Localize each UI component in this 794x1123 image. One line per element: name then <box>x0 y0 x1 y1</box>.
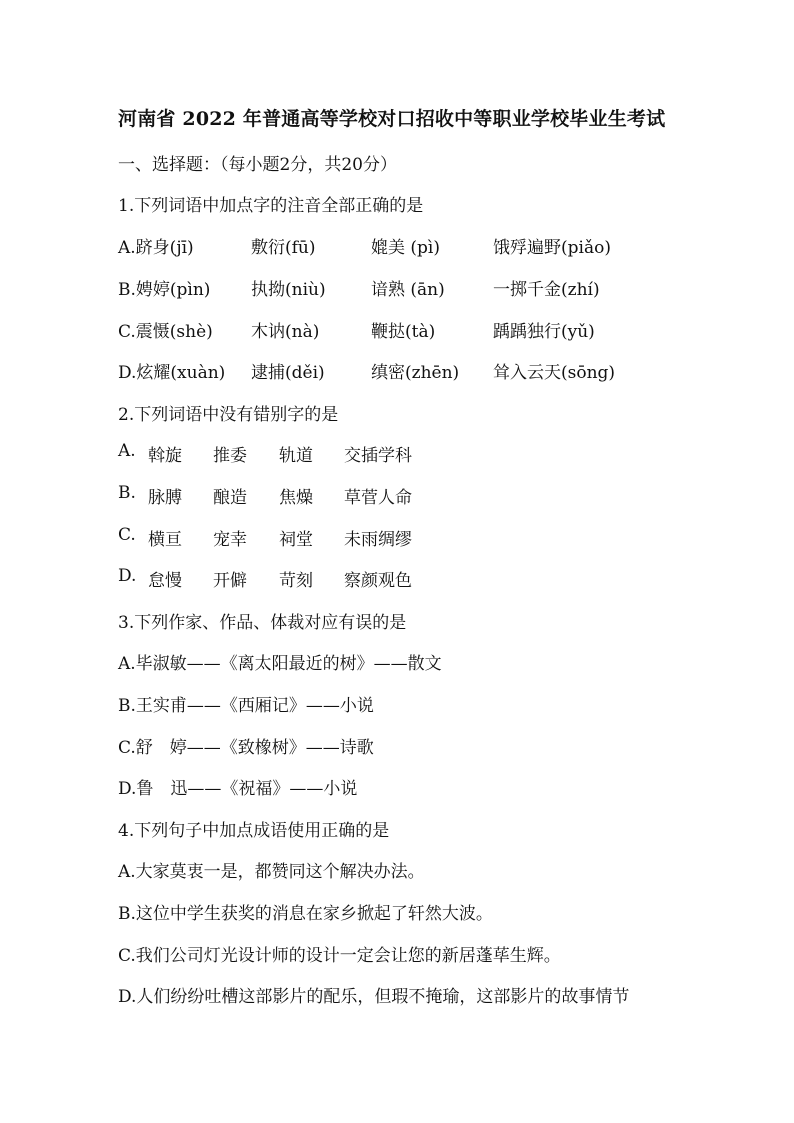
q1-c-word-2: 木讷(nà) <box>251 322 320 342</box>
question-4-option-a: A.大家莫衷一是，都赞同这个解决办法。 <box>118 862 425 882</box>
q1-c-word-3: 鞭挞(tà) <box>371 322 436 342</box>
question-3-stem: 3.下列作家、作品、体裁对应有误的是 <box>118 613 407 633</box>
q1-d-word-4: 耸入云天(sōng) <box>493 363 616 383</box>
q2-b-word-1: 脉膊 <box>148 488 182 508</box>
q1-d-word-2: 逮捕(děi) <box>251 363 325 383</box>
q1-b-word-4: 一掷千金(zhí) <box>493 280 600 300</box>
q1-a-word-1: A.跻身(jī) <box>118 238 194 258</box>
question-4-option-d: D.人们纷纷吐槽这部影片的配乐，但瑕不掩瑜，这部影片的故事情节 <box>118 987 630 1007</box>
q1-c-word-1: C.震慑(shè) <box>118 322 213 342</box>
q2-d-word-4: 察颜观色 <box>344 571 412 591</box>
q2-b-word-2: 酿造 <box>213 488 247 508</box>
q2-a-word-1: 斡旋 <box>148 446 182 466</box>
q2-a-word-4: 交插学科 <box>344 446 412 466</box>
q2-c-word-1: 横亘 <box>148 530 182 550</box>
question-4-stem: 4.下列句子中加点成语使用正确的是 <box>118 821 390 841</box>
q1-d-word-1: D.炫耀(xuàn) <box>118 363 226 383</box>
q1-a-word-3: 媲美 (pì) <box>371 238 440 258</box>
q2-b-word-3: 焦燥 <box>279 488 313 508</box>
q1-b-word-2: 执拗(niù) <box>251 280 326 300</box>
q2-d-word-2: 开僻 <box>213 571 247 591</box>
q2-a-word-2: 推委 <box>213 446 247 466</box>
q2-a-word-3: 轨道 <box>279 446 313 466</box>
q2-c-word-4: 未雨绸缪 <box>344 530 412 550</box>
q2-b-letter: B. <box>118 483 136 503</box>
question-3-option-d: D.鲁 迅——《祝福》——小说 <box>118 779 358 799</box>
q2-d-word-3: 苛刻 <box>279 571 313 591</box>
question-4-option-c: C.我们公司灯光设计师的设计一定会让您的新居蓬荜生辉。 <box>118 946 561 966</box>
q2-d-word-1: 怠慢 <box>148 571 182 591</box>
q2-b-word-4: 草菅人命 <box>344 488 412 508</box>
q1-b-word-3: 谙熟 (ān) <box>371 280 445 300</box>
question-1-stem: 1.下列词语中加点字的注音全部正确的是 <box>118 196 424 216</box>
question-3-option-b: B.王实甫——《西厢记》——小说 <box>118 696 374 716</box>
document-title: 河南省 2022 年普通高等学校对口招收中等职业学校毕业生考试 <box>118 108 666 130</box>
q2-d-letter: D. <box>118 566 137 586</box>
question-3-option-c: C.舒 婷——《致橡树》——诗歌 <box>118 738 374 758</box>
q1-a-word-4: 饿殍遍野(piǎo) <box>493 238 611 258</box>
q1-c-word-4: 踽踽独行(yǔ) <box>493 322 595 342</box>
question-3-option-a: A.毕淑敏——《离太阳最近的树》——散文 <box>118 654 442 674</box>
question-2-stem: 2.下列词语中没有错别字的是 <box>118 405 339 425</box>
q2-c-word-3: 祠堂 <box>279 530 313 550</box>
q1-b-word-1: B.娉婷(pìn) <box>118 280 211 300</box>
q2-c-word-2: 宠幸 <box>213 530 247 550</box>
q1-a-word-2: 敷衍(fū) <box>251 238 316 258</box>
q2-c-letter: C. <box>118 525 136 545</box>
question-4-option-b: B.这位中学生获奖的消息在家乡掀起了轩然大波。 <box>118 904 493 924</box>
q1-d-word-3: 缜密(zhēn) <box>371 363 460 383</box>
q2-a-letter: A. <box>118 441 136 461</box>
section-heading: 一、选择题：（每小题2分，共20分） <box>118 155 397 175</box>
